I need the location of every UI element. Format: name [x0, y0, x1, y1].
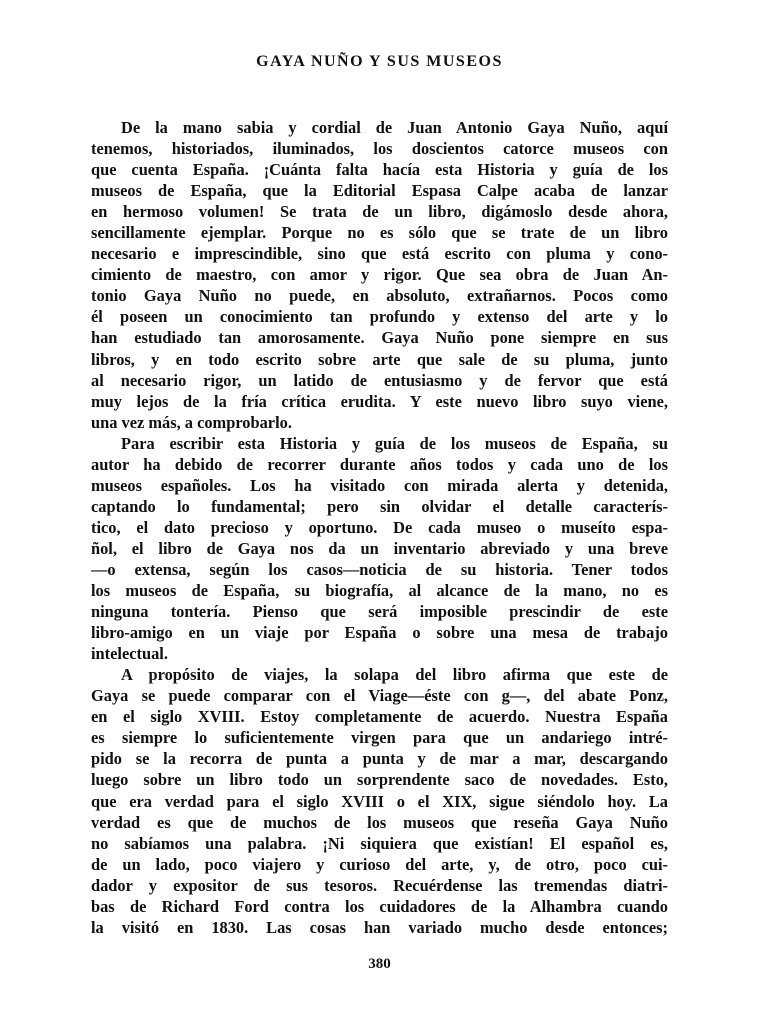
- text-line: libros, y en todo escrito sobre arte que sale de su pluma, junto: [91, 349, 668, 369]
- text-line: no sabíamos una palabra. ¡Ni siquiera que existían! El español es,: [91, 833, 668, 853]
- text-line: de un lado, poco viajero y curioso del arte, y, de otro, poco cui-: [91, 854, 668, 874]
- text-line: verdad es que de muchos de los museos que reseña Gaya Nuño: [91, 812, 668, 832]
- text-line: en el siglo XVIII. Estoy completamente de acuerdo. Nuestra España: [91, 707, 668, 727]
- text-line: que era verdad para el siglo XVIII o el XIX, sigue siéndolo hoy. La: [91, 791, 668, 811]
- text-line: ñol, el libro de Gaya nos da un inventario abreviado y una breve: [91, 538, 668, 558]
- text-line: museos de España, que la Editorial Espasa Calpe acaba de lanzar: [91, 181, 668, 201]
- text-line: al necesario rigor, un latido de entusiasmo y de fervor que está: [91, 370, 668, 390]
- text-line: pido se la recorra de punta a punta y de mar a mar, descargando: [91, 749, 668, 769]
- text-line: De la mano sabia y cordial de Juan Antonio Gaya Nuño, aquí: [121, 118, 668, 137]
- text-line: —o extensa, según los casos—noticia de su historia. Tener todos: [91, 559, 668, 579]
- text-line: es siempre lo suficientemente virgen para que un andariego intré-: [91, 728, 668, 748]
- text-line: sencillamente ejemplar. Porque no es sólo que se trate de un libro: [91, 223, 668, 243]
- text-line: que cuenta España. ¡Cuánta falta hacía esta Historia y guía de los: [91, 160, 668, 180]
- text-line: A propósito de viajes, la solapa del libro afirma que este de: [121, 665, 668, 685]
- text-line: bas de Richard Ford contra los cuidadores de la Alhambra cuando: [91, 896, 668, 916]
- text-line: en hermoso volumen! Se trata de un libro, digámoslo desde ahora,: [91, 202, 668, 222]
- text-line: tenemos, historiados, iluminados, los doscientos catorce museos con: [91, 139, 668, 159]
- text-line: necesario e imprescindible, sino que está escrito con pluma y cono-: [91, 244, 668, 264]
- text-line: dador y expositor de sus tesoros. Recuérdense las tremendas diatri-: [91, 875, 668, 895]
- page-number: 380: [368, 956, 391, 972]
- text-line: tonio Gaya Nuño no puede, en absoluto, extrañarnos. Pocos como: [91, 286, 668, 306]
- text-line: cimiento de maestro, con amor y rigor. Que sea obra de Juan An-: [91, 265, 668, 285]
- text-line: museos españoles. Los ha visitado con mirada alerta y detenida,: [91, 475, 668, 495]
- running-head: GAYA NUÑO Y SUS MUSEOS: [256, 53, 503, 70]
- text-line: libro-amigo en un viaje por España o sobre una mesa de trabajo: [91, 623, 668, 643]
- text-line: ninguna tontería. Pienso que será imposible prescindir de este: [91, 602, 668, 622]
- body-text: [91, 117, 668, 938]
- text-line: luego sobre un libro todo un sorprendente saco de novedades. Esto,: [91, 770, 668, 790]
- text-line: captando lo fundamental; pero sin olvidar el detalle caracterís-: [91, 496, 668, 516]
- text-line: muy lejos de la fría crítica erudita. Y este nuevo libro suyo viene,: [91, 391, 668, 411]
- text-line: han estudiado tan amorosamente. Gaya Nuño pone siempre en sus: [91, 328, 668, 348]
- text-line: él poseen un conocimiento tan profundo y extenso del arte y lo: [91, 307, 668, 327]
- text-line: Gaya se puede comparar con el Viage—éste con g—, del abate Ponz,: [91, 686, 668, 706]
- text-line: la visitó en 1830. Las cosas han variado mucho desde entonces;: [91, 917, 668, 937]
- text-line: autor ha debido de recorrer durante años todos y cada uno de los: [91, 454, 668, 474]
- text-line: una vez más, a comprobarlo.: [91, 412, 292, 432]
- text-line: los museos de España, su biografía, al alcance de la mano, no es: [91, 581, 668, 601]
- text-line: intelectual.: [91, 644, 168, 664]
- text-line: tico, el dato precioso y oportuno. De cada museo o museíto espa-: [91, 517, 668, 537]
- text-line: Para escribir esta Historia y guía de los museos de España, su: [121, 433, 668, 453]
